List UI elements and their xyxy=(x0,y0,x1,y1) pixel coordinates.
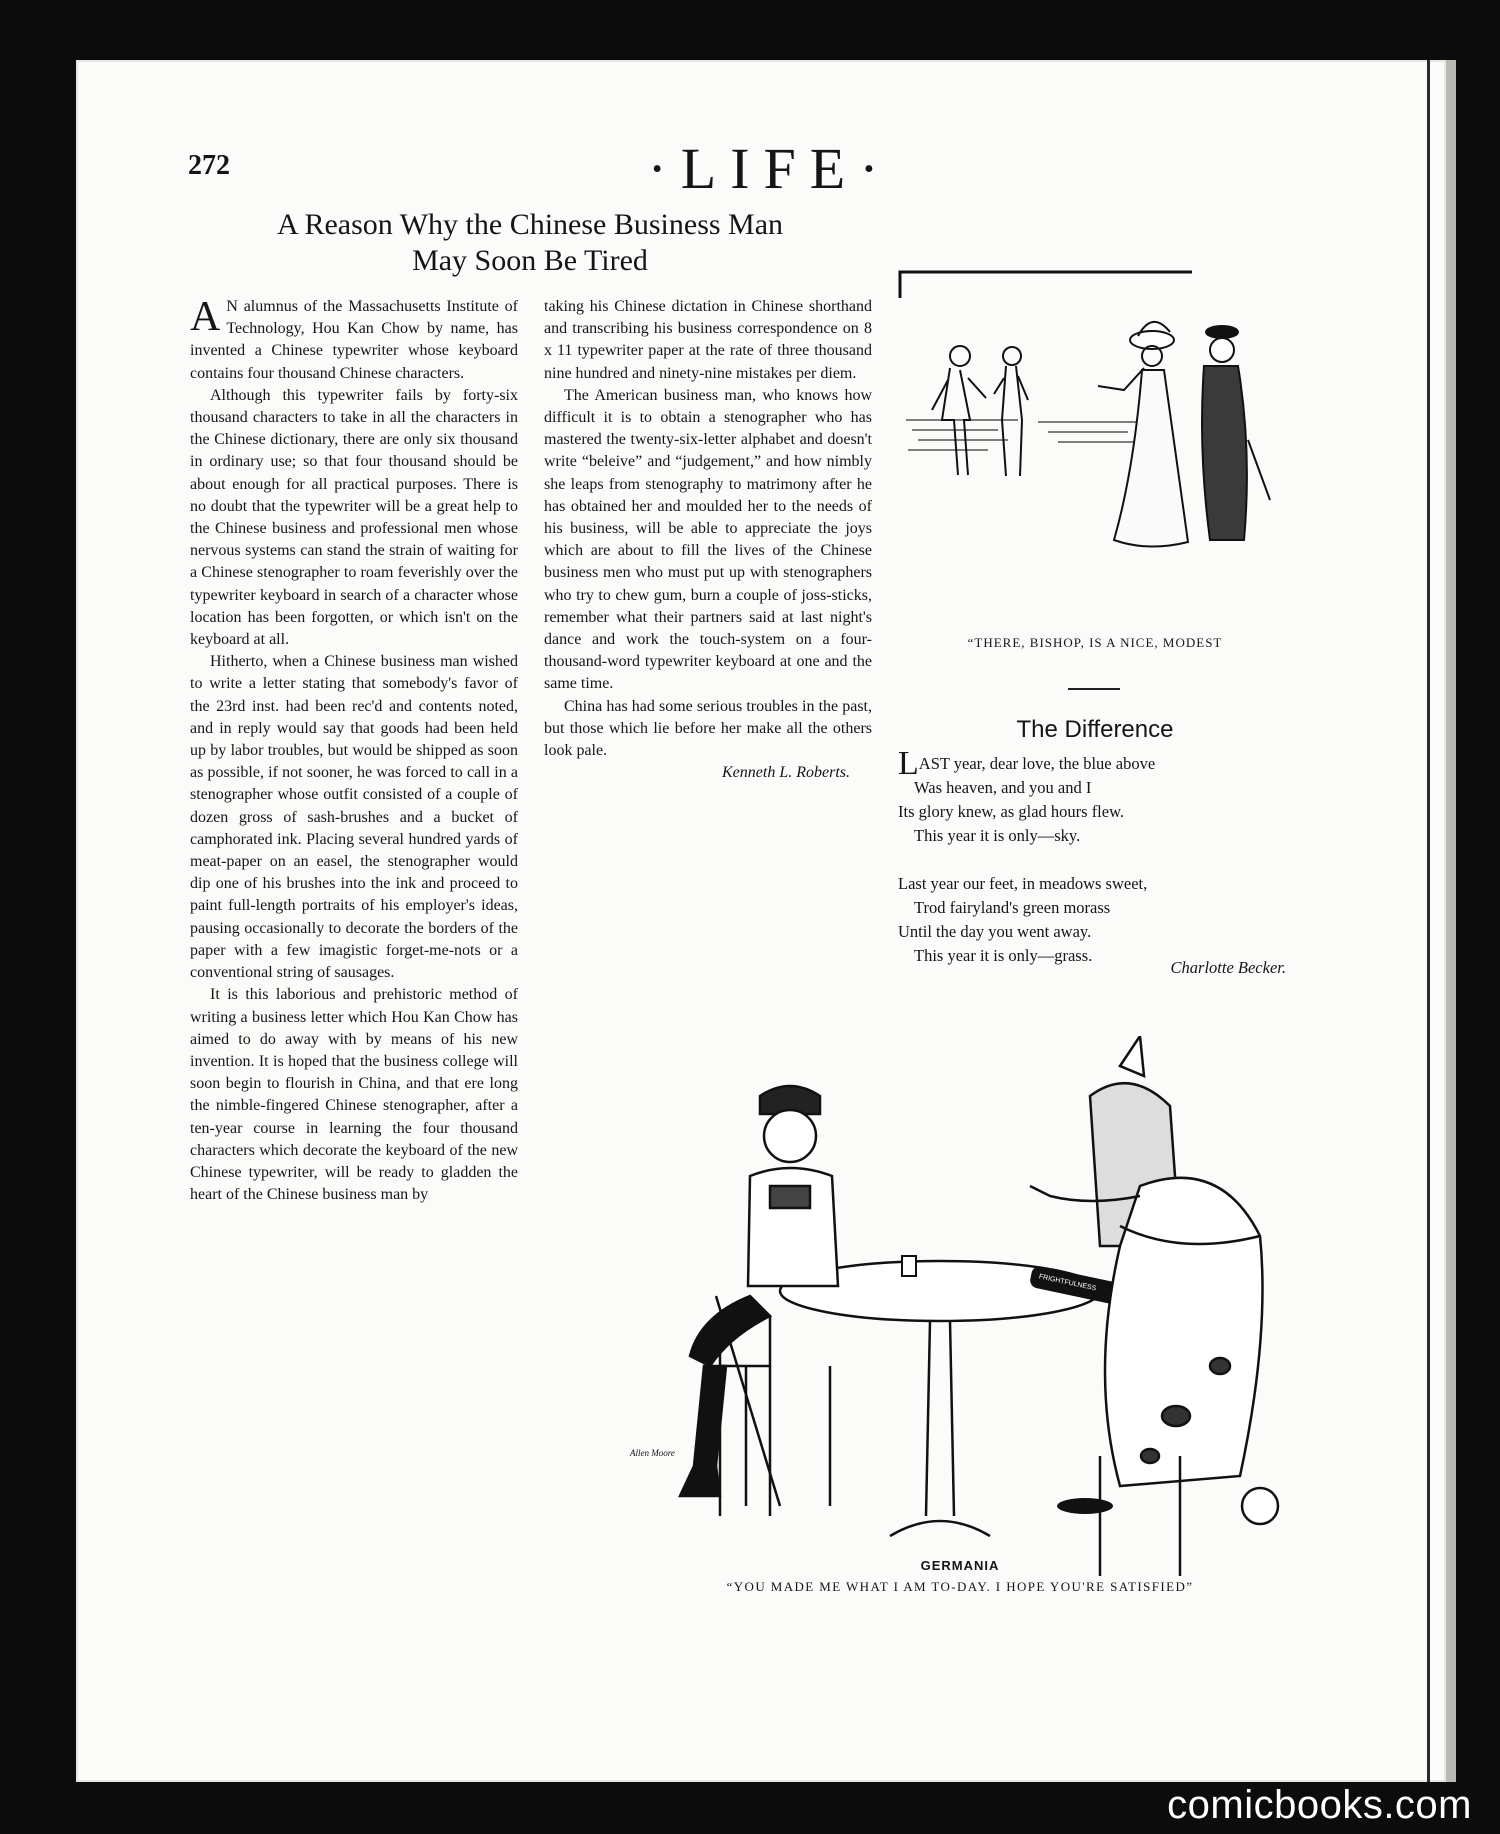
germania-cartoon-illustration xyxy=(620,1036,1300,1576)
poem-line-7: Until the day you went away. xyxy=(898,922,1092,941)
article-paragraph-5: taking his Chinese dictation in Chinese shorthand and transcribing his business correspondence on 8 x 11 typewriter paper at the rate of three thousand nine hundred and ninety-nine mistakes per diem. xyxy=(544,298,872,382)
article-byline: Kenneth L. Roberts. xyxy=(722,764,850,782)
germania-caption-title: GERMANIA xyxy=(920,1558,1000,1573)
site-watermark: comicbooks.com xyxy=(1167,1783,1472,1827)
round-table xyxy=(780,1261,1100,1536)
article-paragraph-2: Although this typewriter fails by forty-six thousand characters to take in all the characters in the Chinese dictionary, there are only six thousand in ordinary use; so that four thousand should be about enough for all practical purposes. There is no doubt that the typewriter will be a great help to the Chinese business and professional men whose nervous systems can stand the strain of waiting for a Chinese stenographer to roam feverishly over the typewriter keyboard in search of a character whose location has been forgotten, or which isn't on the keyboard at all. xyxy=(190,386,518,649)
headline-line-2: May Soon Be Tired xyxy=(412,244,648,277)
artist-signature: Allen Moore xyxy=(630,1448,675,1458)
poem-drop-cap: L xyxy=(898,745,919,782)
boy-bather-figure xyxy=(932,346,986,475)
poem-line-3: Its glory knew, as glad hours flew. xyxy=(898,802,1125,821)
adjacent-page-edge xyxy=(1446,60,1456,1782)
poem-line-2: Was heaven, and you and I xyxy=(914,778,1092,797)
article-paragraph-4: It is this laborious and prehistoric method of writing a business letter which Hou Kan Chow has aimed to do away with by means of his new invention. It is hoped that the business college will soon begin to flourish in China, and that ere long the nimble-fingered Chinese stenographer, after a ten-year course in learning the four thousand characters which decorate the keyboard of the new Chinese typewriter, will be ready to gladden the heart of the Chinese business man by xyxy=(190,986,518,1204)
article-paragraph-1: A N alumnus of the Massachusetts Institute of Technology, Hou Kan Chow by name, has invented a Chinese typewriter whose keyboard contains four thousand Chinese characters. xyxy=(190,294,518,382)
article-paragraph-6: The American business man, who knows how difficult it is to obtain a stenographer who has mastered the twenty-six-letter alphabet and doesn't write “beleive” and “judgement,” and how nimbly she leaps from stenography to matrimony after he has obtained her and moulded her to the needs of his business, will be able to appreciate the joys which are about to fill the lives of the Chinese business men who must put up with stenographers who try to chew gum, burn a couple of joss-sticks, remember what their partners said at last night's dance and work the touch-system on a four-thousand-word typewriter keyboard at one and the same time. xyxy=(544,386,872,693)
article-headline xyxy=(190,207,870,279)
section-divider-rule xyxy=(1068,688,1120,690)
poem-line-4: This year it is only—sky. xyxy=(914,826,1081,845)
article-paragraph-3: Hitherto, when a Chinese business man wished to write a letter stating that somebody's favor of the 23rd inst. had been rec'd and contents noted, and in reply would say that goods had been held up by labor troubles, but would be shipped as soon as possible, if not sooner, he was forced to call in a stenographer whose outfit consisted of a couple of dozen gross of sash-brushes and a bucket of camphorated ink. Placing several hundred yards of meat-paper on an easel, the stenographer would dip one of his brushes into the ink and proceed to paint full-length portraits of his employer's ideas, pausing occasionally to decorate the borders of the paper with a few imagistic forget-me-nots or a conventional string of sausages. xyxy=(190,653,518,982)
shot-glass xyxy=(902,1256,916,1276)
article-column-1 xyxy=(190,296,518,1206)
bishop-figure xyxy=(1202,326,1270,540)
headline-line-1: A Reason Why the Chinese Business Man xyxy=(276,208,784,241)
water-hatching xyxy=(906,420,1148,450)
poem-line-5: Last year our feet, in meadows sweet, xyxy=(898,874,1148,893)
poem-body xyxy=(898,745,1292,968)
poem-author: Charlotte Becker. xyxy=(1170,958,1286,977)
poem-line-1: LAST year, dear love, the blue above xyxy=(898,745,1156,782)
cartoon-frame-corner xyxy=(900,272,1192,298)
lady-figure xyxy=(1098,322,1188,547)
page-gutter xyxy=(1427,60,1430,1782)
drop-cap: A xyxy=(190,294,221,340)
poem-line-6: Trod fairyland's green morass xyxy=(914,898,1111,917)
article-paragraph-7: China has had some serious troubles in the past, but those which lie before her make all the others look pale. xyxy=(544,697,872,760)
page-number: 272 xyxy=(188,150,230,181)
poem-title: The Difference xyxy=(1016,716,1174,743)
germania-caption-quote: “YOU MADE ME WHAT I AM TO-DAY. I HOPE YOU'RE SATISFIED” xyxy=(726,1579,1194,1594)
girl-bather-figure xyxy=(994,347,1028,476)
masthead: ·LIFE· xyxy=(647,136,893,201)
article-column-2 xyxy=(544,296,872,784)
bottle-label: FRIGHTFULNESS xyxy=(1038,1273,1097,1293)
beach-cartoon-illustration xyxy=(898,270,1292,620)
poem-line-8: This year it is only—grass. xyxy=(914,946,1093,965)
top-cartoon-caption: “THERE, BISHOP, IS A NICE, MODEST xyxy=(967,635,1223,650)
